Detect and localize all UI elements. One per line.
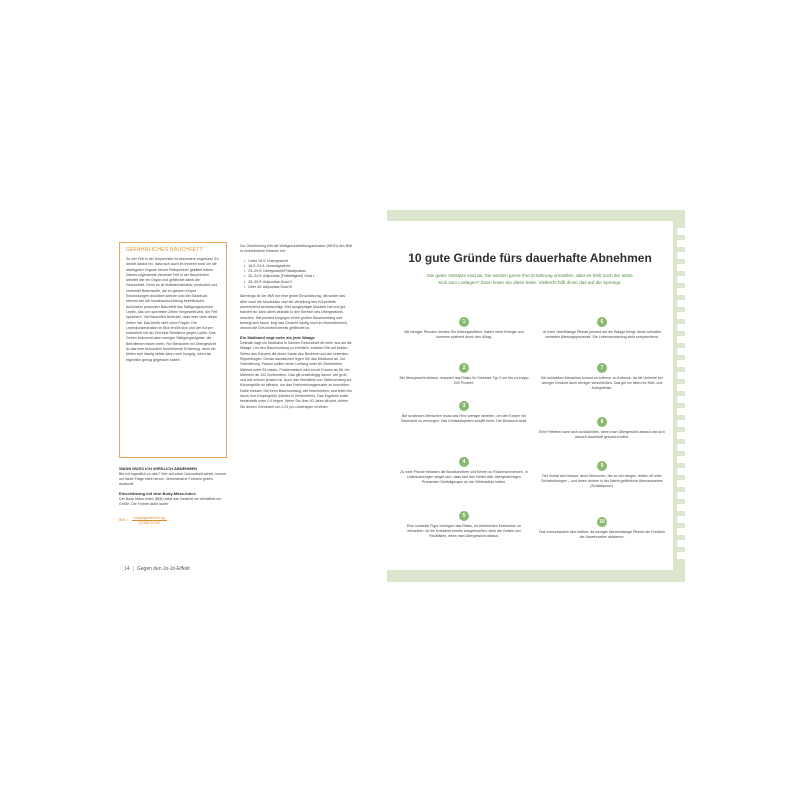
stripe <box>677 420 685 427</box>
reason-text: Bei schlanken Menschen muss das Herz weniger arbeiten, um den Körper mit Sauerstoff zu versorgen. Das Kreislaufsystem schafft mehr. Der Blutdruck sinkt. <box>400 414 528 424</box>
list-item: • 30–34,9: Adipositas (Fettleibigkeit) Grad I <box>244 274 353 279</box>
left-page <box>114 210 378 582</box>
reason-item <box>399 457 529 486</box>
page-title: 10 gute Gründe fürs dauerhafte Abnehmen <box>408 251 652 265</box>
section-heading: WANN MUSS ICH WIRKLICH ABNEHMEN <box>119 466 198 471</box>
stripe <box>677 516 685 523</box>
stripe <box>677 240 685 247</box>
reason-item <box>399 317 529 340</box>
footer-title: Gegen den Jo-Jo-Effekt <box>136 566 190 572</box>
reason-text: Bei Übergewicht abbaut, reduziert das Risiko für Diabetes Typ 2 um bis zu knapp 200 Prozent. <box>399 376 529 386</box>
list-item: • Über 40: Adipositas Grad III <box>244 285 353 290</box>
reason-item <box>399 363 529 386</box>
stripe <box>677 300 685 307</box>
section-text: Bin ich eigentlich zu dick? Wer auf seine Gesundheit achtet, kommt um diese Frage nicht herum. Verschiedene Formeln geben Auskunft: <box>119 471 227 487</box>
stripe <box>677 504 685 511</box>
reason-number: 1 <box>459 317 469 327</box>
stripe <box>677 336 685 343</box>
info-box-title: GEFÄHRLICHES BAUCHFETT <box>126 247 203 253</box>
reason-number: 3 <box>459 401 469 411</box>
stripe <box>677 552 685 559</box>
reason-text: Bei schlanken Menschen kommt es seltener zu Arthrose, da die Gelenke bei weniger Gewicht auch weniger verschleißen. Das gilt vor allem für Hüft- und Kniegelenke. <box>541 376 663 391</box>
info-box-text: Zu viel Fett in der Körpermitte ist besonders ungesund. Es deutet darauf hin, dass sich auch im Inneren rund um die wichtigsten Organe herum Fettspeicher gebildet haben. Dieses sogenannte viszerale Fett in der Bauchhöhle arbeitet wie ein Organ und gefährdet dabei die Gesundheit. Denn es ist stoffwechselaktiv, produziert und verbreitet Botenstoffe, die im ganzen Körper Entzündungen auslösen können und den Blutdruck ebenso wie die Insulinausschüttung beeinflussen. Außerdem produziert Bauchfett das Sättigungshormon Leptin, das von speziellen Zellen hergestellt wird, die Fett speichern. Viel Bauchfett bedeutet, dass man viele dieser Zellen hat. Das bleibt nicht ohne Folgen: Die Leptinkonzentration im Blut erhöht sich und der Körper entwickelt mit der Zeit eine Resistenz gegen Leptin. Das Gehirn bekommt dann weniger Sättigungssignale, die Betroffenen essen mehr. Für Menschen mit Übergewicht ist das eine besonders frustrierende Erfahrung, denn sie fühlen sich häufig selbst dann noch hungrig, wenn sie eigentlich genug gegessen haben. <box>126 257 219 362</box>
stripe <box>677 468 685 475</box>
reason-text: Eine Fettleber kann sich zurückbilden, wenn man Übergewicht abbaut und sich danach dauerhaft gesund ernährt. <box>539 430 665 440</box>
page-footer <box>124 566 190 572</box>
stripe <box>677 432 685 439</box>
stripe <box>677 444 685 451</box>
col2-text-1: Allerdings ist der BMI nur eine grobe Einschätzung, die weder das Alter noch die Muskulatur und die Verteilung des Körperfetts ausreichend berücksichtigt. Wer ausgeprägte Muskeln hat und gut trainiert ist, kann allein deshalb in den Bereich des Übergewichts rutschen. Hat jemand hingegen einen großen Bauchumfang und bewegt sich kaum, liegt das Gewicht häufig noch im Normalbereich, obwohl die Gesundheit bereits gefährdet ist. <box>240 294 348 331</box>
reason-number: 7 <box>597 363 607 373</box>
reason-item <box>399 511 529 540</box>
page-intro: Die guten Vorsätze sind da. Sie würden gerne Ihre Ernährung umstellen, aber es fehlt noch der letzte Kick zum Loslegen? Dann lesen Sie diese Seite. Vielleicht hilft Ihnen das auf die Sprünge. <box>427 273 633 285</box>
stripe <box>677 384 685 391</box>
list-item: • 25–29,9: Übergewicht/Präadipositas <box>244 269 353 274</box>
bmi-subheading: Einschätzung mit dem Body-Mass-Index <box>119 491 196 497</box>
list-item: • Unter 16,5: Untergewicht <box>244 259 353 264</box>
stripe <box>677 528 685 535</box>
stripe <box>677 456 685 463</box>
bmi-fraction <box>132 516 168 525</box>
bmi-formula <box>119 516 227 525</box>
bmi-numerator: Körpergewicht in kg <box>133 515 166 520</box>
page-number: 14 <box>124 566 130 572</box>
stripe <box>677 276 685 283</box>
col2-intro: Zur Orientierung teilt die Weltgesundheitsorganisation (WHO) den BMI in verschiedene Klassen ein: <box>240 244 353 254</box>
stripe <box>677 288 685 295</box>
reason-item <box>537 417 667 440</box>
bmi-formula-label: BMI = <box>119 518 129 523</box>
stripe <box>677 492 685 499</box>
bmi-class-list <box>244 259 353 291</box>
reason-number: 5 <box>459 511 469 521</box>
list-item: • 16,5–24,9: Normalgewicht <box>244 264 353 269</box>
stripe <box>677 312 685 319</box>
stripe <box>677 360 685 367</box>
left-column-lower <box>119 466 227 566</box>
stripe <box>677 348 685 355</box>
bmi-denominator: (Größe in m)² <box>138 520 161 525</box>
stripe <box>677 540 685 547</box>
reason-number: 9 <box>597 461 607 471</box>
stripe <box>677 264 685 271</box>
reason-item <box>537 517 667 540</box>
reason-number: 8 <box>597 417 607 427</box>
reason-text: Eine schlanke Figur verringert das Risiko, an bestimmten Krebsarten zu erkranken. Ist die Krankheit bereits ausgebrochen, sinkt die Gefahr von Rückfällen, wenn man Übergewicht abbaut. <box>406 524 522 539</box>
left-column-2 <box>240 244 353 544</box>
reason-number: 2 <box>459 363 469 373</box>
reason-text: Zu viele Pfunde belasten die Bandscheiben und führen zu Rückenschmerzen. In Untersuchungen zeigte sich, dass fast drei Viertel aller übergewichtigen Probanden Schädigungen an der Wirbelsäule hatten. <box>400 470 528 485</box>
reason-number: 4 <box>459 457 469 467</box>
right-page <box>387 210 685 582</box>
right-page-panel <box>387 221 673 570</box>
reason-item <box>399 401 529 424</box>
stripe <box>677 372 685 379</box>
stripe <box>677 252 685 259</box>
reason-item <box>537 317 667 340</box>
stripe <box>677 228 685 235</box>
reason-item <box>537 363 667 392</box>
reason-text: Je mehr überflüssige Pfunde jemand auf die Waage bringt, desto schneller verlaufen Alterungsprozesse. Die Lebenserwartung sinkt entsprechend. <box>542 330 662 340</box>
stripe <box>677 396 685 403</box>
list-item: • 35–39,9: Adipositas Grad II <box>244 280 353 285</box>
bmi-text: Der Body-Mass-Index (BMI) setzt das Gewicht ins Verhältnis zur Größe. Die Formel dafür lautet: <box>119 497 222 507</box>
col2-subheading: Ein Maßband sagt mehr als jede Waage <box>240 335 315 341</box>
reason-number: 6 <box>597 317 607 327</box>
reason-text: Der Schlaf wird besser, denn Menschen, die zu viel wiegen, leiden oft unter Schlafstörungen – und ihnen drohen in der Nacht gefährliche Atemaussetzer (Schlafapnoe). <box>541 474 663 489</box>
stripe <box>677 408 685 415</box>
edge-stripes <box>677 228 685 568</box>
col2-text-2: Deshalb sagt ein Maßband in Sachen Gesundheit oft mehr aus als die Waage. Um den Bauchumfang zu ermitteln, ertasten Sie auf beiden Seiten des Körpers die obere Kante des Beckens und den untersten Rippenbogen. Genau dazwischen legen Sie das Maßband an. Zur Orientierung: Frauen sollten einen Umfang unter 80 Zentimetern, Männer unter 94 haben. Problematisch wird es bei Frauen ab 88, bei Männern ab 102 Zentimetern. Das gilt unabhängig davon, wie groß und wie schwer jemand ist. Auch das Verhältnis von Taillenumfang zur Körpergröße ist hilfreich, um das Fettverteilungsmuster zu beurteilen. Dafür messen Sie Ihren Bauchumfang, wie beschrieben, und teilen ihn durch Ihre Körpergröße (beides in Zentimetern). Das Ergebnis sollte bestenfalls unter 0,5 liegen. Wenn Sie über 40 Jahre alt sind, dürfen Sie diesen Grenzwert um 0,01 pro Lebensjahr erhöhen. <box>240 341 353 409</box>
stripe <box>677 324 685 331</box>
reason-text: Mit weniger Pfunden werden Sie leistungsstärker, haben mehr Energie und kommen spielend durch den Alltag. <box>404 330 524 340</box>
stripe <box>677 480 685 487</box>
footer-separator: | <box>132 566 134 572</box>
info-box <box>119 242 227 458</box>
reason-number: 10 <box>597 517 607 527</box>
reason-text: Das Immunsystem wird stärker, da weniger überschüssige Pfunde die Funktion der Abwehrzellen aktivieren. <box>539 530 665 540</box>
reason-item <box>537 461 667 490</box>
